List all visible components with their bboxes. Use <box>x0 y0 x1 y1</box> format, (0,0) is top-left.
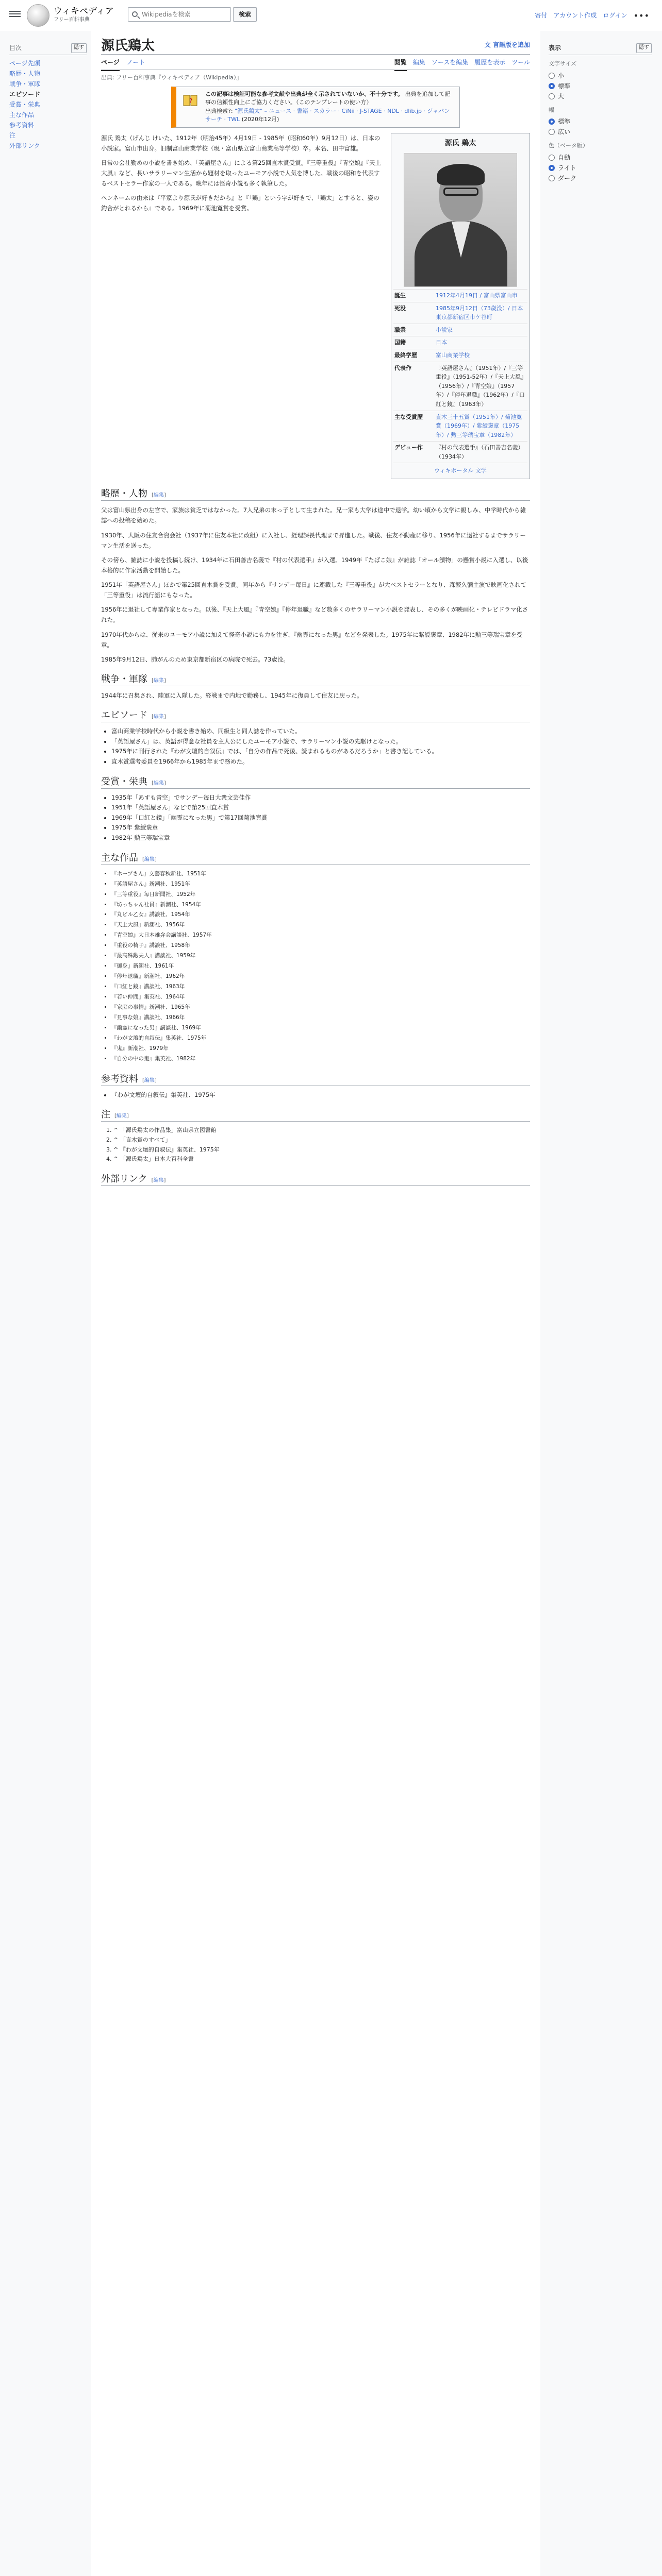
color-auto[interactable]: 自動 <box>549 152 652 163</box>
section-heading-awards: 受賞・栄典 [編集] <box>101 775 530 789</box>
tab-tools[interactable]: ツール <box>511 59 530 66</box>
paragraph: 1944年に召集され、陸軍に入隊した。終戦まで内地で勤務し、1945年に復員して住友に戻った。 <box>101 692 363 700</box>
edit-link[interactable]: 編集 <box>153 1178 164 1184</box>
width-standard[interactable]: 標準 <box>549 116 652 127</box>
color-light[interactable]: ライト <box>549 163 652 173</box>
donate-link[interactable]: 寄付 <box>535 12 548 20</box>
tab-history[interactable]: 履歴を表示 <box>474 59 506 66</box>
edit-link[interactable]: 編集 <box>153 677 164 684</box>
user-links <box>535 9 650 23</box>
references-list <box>101 1090 530 1100</box>
list-item: • 『坊っちゃん社員』新潮社、1954年 <box>111 900 530 910</box>
edit-link[interactable]: 編集 <box>116 1113 127 1120</box>
infobox <box>391 133 530 479</box>
infobox-row: 国籍 日本 <box>393 336 527 349</box>
section-heading-notes: 注 [編集] <box>101 1108 530 1122</box>
list-item: • 『わが文壇的自叙伝』集英社、1975年 <box>111 1033 530 1044</box>
list-item: • 『わが文壇的自叙伝』集英社、1975年 <box>111 1090 530 1100</box>
list-item: • 1969年「口紅と鏡」「幽霊になった男」で第17回菊池寛賞 <box>111 813 530 823</box>
wikipedia-logo-icon[interactable] <box>27 4 49 27</box>
page-source-note: 出典: フリー百科事典『ウィキペディア（Wikipedia）』 <box>101 74 242 81</box>
career-section <box>101 505 530 665</box>
site-wordmark[interactable] <box>54 6 114 24</box>
text-size-label: 文字サイズ <box>549 60 577 67</box>
tab-edit[interactable]: 編集 <box>412 59 425 66</box>
lead-paragraph: ペンネームの由来は『平家より源氏が好きだから』と『「鶏」という字が好きで、「鶏太」とすると、姿の釣合がとれるから』である。1969年に菊池寛賞を受賞。 <box>101 194 379 212</box>
paragraph: その傍ら、雑誌に小説を投稿し続け、1934年に石田善吉名義で『村の代表選手』が入選。1949年『たばこ娘』が雑誌「オール讀物」の懸賞小説に入選し、以後本格的に作家活動を開始した。 <box>101 556 528 574</box>
infobox-title: 源氏 鶏太 <box>444 139 476 147</box>
list-item: • 『口紅と鏡』講談社、1963年 <box>111 982 530 992</box>
list-item: • 『若い仲間』集英社、1964年 <box>111 992 530 1003</box>
radio-selected-icon <box>549 83 555 89</box>
appearance-panel <box>549 43 652 183</box>
infobox-row: 死没 1985年9月12日（73歳没）/ 日本 東京都新宿区市ケ谷町 <box>393 302 527 324</box>
list-item: • 1935年「あすも青空」でサンデー毎日大衆文芸佳作 <box>111 793 530 803</box>
edit-link[interactable]: 編集 <box>153 714 164 720</box>
page-tabs <box>101 55 530 70</box>
radio-selected-icon <box>549 118 555 125</box>
list-item: • 1982年 勲三等瑞宝章 <box>111 833 530 843</box>
warning-title: この記事は検証可能な参考文献や出典が全く示されていないか、不十分です。 <box>205 90 404 97</box>
section-heading-episode: エピソード [編集] <box>101 709 530 722</box>
more-options-icon[interactable]: ••• <box>633 11 650 21</box>
width-label: 幅 <box>549 106 554 113</box>
list-item: • 『停年退職』新潮社、1962年 <box>111 972 530 982</box>
list-item: • 『重役の椅子』講談社、1958年 <box>111 941 530 951</box>
edit-link[interactable]: 編集 <box>144 1077 155 1083</box>
radio-selected-icon <box>549 165 555 171</box>
book-warning-icon <box>183 93 199 108</box>
list-item: 2. ^ 「直木賞のすべて」 <box>113 1136 530 1145</box>
list-item: 3. ^ 『わが文壇的自叙伝』集英社、1975年 <box>113 1145 530 1155</box>
site-subtitle: フリー百科事典 <box>54 17 90 23</box>
section-heading-works: 主な作品 [編集] <box>101 852 530 865</box>
lead-section <box>101 133 530 479</box>
appearance-header <box>549 43 652 55</box>
search-input[interactable] <box>128 8 230 21</box>
svg-text:?: ? <box>189 97 193 105</box>
warning-date: (2020年12月) <box>241 116 279 123</box>
toc-item-career[interactable]: 略歴・人物 <box>9 70 41 78</box>
tab-edit-source[interactable]: ソースを編集 <box>431 59 469 66</box>
list-item: • 『自分の中の鬼』集英社、1982年 <box>111 1054 530 1064</box>
list-item: • 「英語屋さん」は、英語が得意な社員を主人公にしたユーモア小説で、サラリーマン小説の先駆けとなった。 <box>111 737 530 747</box>
radio-icon <box>549 155 555 161</box>
width-wide[interactable]: 広い <box>549 127 652 137</box>
list-item: • 『英語屋さん』新潮社、1951年 <box>111 879 530 890</box>
radio-icon <box>549 73 555 79</box>
site-title: ウィキペディア <box>54 6 114 16</box>
paragraph: 1930年、大阪の住友合資会社（1937年に住友本社に改組）に入社し、経理課長代理まで昇進した。戦後、住友不動産に移り、1956年に退社するまでサラリーマン生活を送った。 <box>101 531 526 549</box>
toc-item-war[interactable]: 戦争・軍隊 <box>9 80 41 88</box>
list-item: • 1975年 紫綬褒章 <box>111 823 530 833</box>
lead-paragraph: 日常の会社勤めの小説を書き始め、「英語屋さん」による第25回直木賞受賞。『三等重役』『青空娘』『天上大風』など、長いサラリーマン生活から題材を取ったユーモア小説で人気を博した。戦後の昭和を代表するベストセラー作家の一人である。晩年には怪奇小説も多く執筆した。 <box>101 159 382 188</box>
list-item: • 『最高殊勲夫人』講談社、1959年 <box>111 951 530 961</box>
toc-sidebar <box>9 43 87 151</box>
list-item: • 『ホープさん』文藝春秋新社、1951年 <box>111 869 530 879</box>
list-item: • 『丸ビル乙女』講談社、1954年 <box>111 910 530 920</box>
radio-icon <box>549 93 555 99</box>
paragraph: 1970年代からは、従来のユーモア小説に加えて怪奇小説にも力を注ぎ、『幽霊になった男』などを発表した。1975年に紫綬褒章、1982年に勲三等瑞宝章を受章。 <box>101 631 523 649</box>
language-button[interactable]: 文 言語版を追加 <box>484 41 530 48</box>
appearance-hide-button[interactable]: 隠す <box>636 43 652 53</box>
edit-link[interactable]: 編集 <box>153 780 164 786</box>
toc-hide-button[interactable]: 隠す <box>71 43 87 53</box>
tab-page[interactable]: ページ <box>101 58 120 71</box>
login-link[interactable]: ログイン <box>603 12 627 20</box>
text-size-standard[interactable]: 標準 <box>549 81 652 91</box>
section-heading-references: 参考資料 [編集] <box>101 1073 530 1086</box>
page-title: 源氏鶏太 <box>101 38 155 54</box>
top-header <box>0 0 662 31</box>
war-section <box>101 690 530 701</box>
citation-warning-box <box>171 87 460 128</box>
list-item: • 『青空娘』大日本雄弁会講談社、1957年 <box>111 930 530 941</box>
toc-item-episode[interactable]: エピソード <box>9 91 41 98</box>
list-item: • 直木賞選考委員を1966年から1985年まで務めた。 <box>111 757 530 767</box>
lead-paragraph: 源氏 鶏太（げんじ けいた、1912年（明治45年）4月19日 - 1985年（昭和60年）9月12日）は、日本の小説家。富山市出身。旧制富山商業学校（現・富山県立富山商業高等学校）卒。本名、田中富雄。 <box>101 134 380 152</box>
toc-item-awards[interactable]: 受賞・栄典 <box>9 101 41 109</box>
create-account-link[interactable]: アカウント作成 <box>553 12 597 20</box>
appearance-title: 表示 <box>549 44 561 52</box>
portal-link[interactable]: ウィキポータル 文学 <box>393 463 527 477</box>
paragraph: 1985年9月12日、肺がんのため東京都新宿区の病院で死去。73歳没。 <box>101 655 289 663</box>
infobox-row: 最終学歴 富山商業学校 <box>393 349 527 362</box>
awards-list <box>101 793 530 843</box>
toc-item-works[interactable]: 主な作品 <box>9 111 35 119</box>
color-dark[interactable]: ダーク <box>549 173 652 183</box>
list-item: 1. ^ 「源氏鶏太の作品集」富山県立図書館 <box>113 1126 530 1136</box>
paragraph: 父は富山県出身の左官で、家族は貧乏ではなかった。7人兄弟の末っ子として生まれた。兄一家も大学は途中で退学。幼い頃から文学に親しみ、中学時代から雑誌への投稿を始めた。 <box>101 506 526 524</box>
toc-item-top[interactable]: ページ先頭 <box>9 60 40 67</box>
infobox-row: 主な受賞歴 直木三十五賞（1951年）/ 菊池寛賞（1969年）/ 紫綬褒章（1975年）/ 勲三等瑞宝章（1982年） <box>393 411 527 442</box>
list-item: 4. ^ 「源氏鶏太」日本大百科全書 <box>113 1155 530 1164</box>
main-content <box>91 31 540 2576</box>
search-button[interactable]: 検索 <box>233 7 257 22</box>
episode-list <box>101 726 530 767</box>
toc-item-notes[interactable]: 注 <box>9 132 16 140</box>
portrait-photo[interactable] <box>404 153 517 287</box>
infobox-row: デビュー作 『村の代表選手』（石田善吉名義）（1934年） <box>393 441 527 463</box>
lead-text <box>101 133 383 479</box>
radio-icon <box>549 175 555 181</box>
edit-link[interactable]: 編集 <box>144 856 155 862</box>
toc-header <box>9 43 87 55</box>
list-item: • 『三等重役』毎日新聞社、1952年 <box>111 890 530 900</box>
list-item: • 『鬼』新潮社、1979年 <box>111 1044 530 1054</box>
notes-list <box>101 1126 530 1164</box>
edit-link[interactable]: 編集 <box>153 493 164 499</box>
title-row <box>101 31 530 55</box>
infobox-row: 代表作 『英語屋さん』（1951年）/『三等重役』（1951-52年）/『天上大風』（1956年）/『青空娘』（1957年）/『停年退職』（1962年）/『口紅と鏡』（1963年） <box>393 362 527 411</box>
warning-text: 出典を追加して記事の信頼性向上にご協力ください。（このテンプレートの使い方） <box>205 90 451 106</box>
paragraph: 1956年に退社して専業作家となった。以後、『天上大風』『青空娘』『停年退職』など数多くのサラリーマン小説を発表し、その多くが映画化・テレビドラマ化された。 <box>101 606 528 624</box>
list-item: • 1951年「英語屋さん」などで第25回直木賞 <box>111 803 530 813</box>
list-item: • 『家庭の事情』新潮社、1965年 <box>111 1003 530 1013</box>
toc-item-external[interactable]: 外部リンク <box>9 142 40 150</box>
search-box <box>128 7 231 22</box>
infobox-row: 誕生 1912年4月19日 / 富山県富山市 <box>393 289 527 302</box>
list-item: • 『天上大風』新潮社、1956年 <box>111 920 530 930</box>
section-heading-external: 外部リンク [編集] <box>101 1173 530 1186</box>
sources-links[interactable]: "源氏鶏太" – ニュース · 書籍 · スカラー · CiNii · J-STAGE · NDL · dlib.jp · ジャパンサーチ · TWL <box>205 107 450 123</box>
radio-icon <box>549 129 555 135</box>
section-heading-war: 戦争・軍隊 [編集] <box>101 673 530 686</box>
list-item: • 1975年に刊行された『わが文壇的自叙伝』では、「自分の作品で死後、読まれるものがあるだろうか」と書き記している。 <box>111 747 530 757</box>
search-icon <box>132 11 138 17</box>
text-size-small[interactable]: 小 <box>549 71 652 81</box>
text-size-large[interactable]: 大 <box>549 91 652 101</box>
list-item: • 富山商業学校時代から小説を書き始め、同級生と同人誌を作っていた。 <box>111 726 530 737</box>
tab-talk[interactable]: ノート <box>126 59 145 66</box>
tab-read[interactable]: 閲覧 <box>394 58 407 71</box>
infobox-row: 職業 小説家 <box>393 324 527 336</box>
sources-label: 出典検索?: <box>205 107 233 114</box>
list-item: • 『見事な娘』講談社、1966年 <box>111 1013 530 1023</box>
list-item: • 『御身』新潮社、1961年 <box>111 961 530 972</box>
color-label: 色（ベータ版） <box>549 142 588 149</box>
paragraph: 1951年「英語屋さん」ほかで第25回直木賞を受賞。同年から『サンデー毎日』に連載した『三等重役』が大ベストセラーとなり、森繁久彌主演で映画化されて「三等重役」は流行語にもなった。 <box>101 581 526 599</box>
section-heading-career: 略歴・人物 [編集] <box>101 487 530 501</box>
toc-title: 目次 <box>9 44 22 52</box>
toc-item-references[interactable]: 参考資料 <box>9 122 35 129</box>
list-item: • 『幽霊になった男』講談社、1969年 <box>111 1023 530 1033</box>
main-menu-icon[interactable] <box>9 9 21 19</box>
works-list <box>101 869 530 1064</box>
